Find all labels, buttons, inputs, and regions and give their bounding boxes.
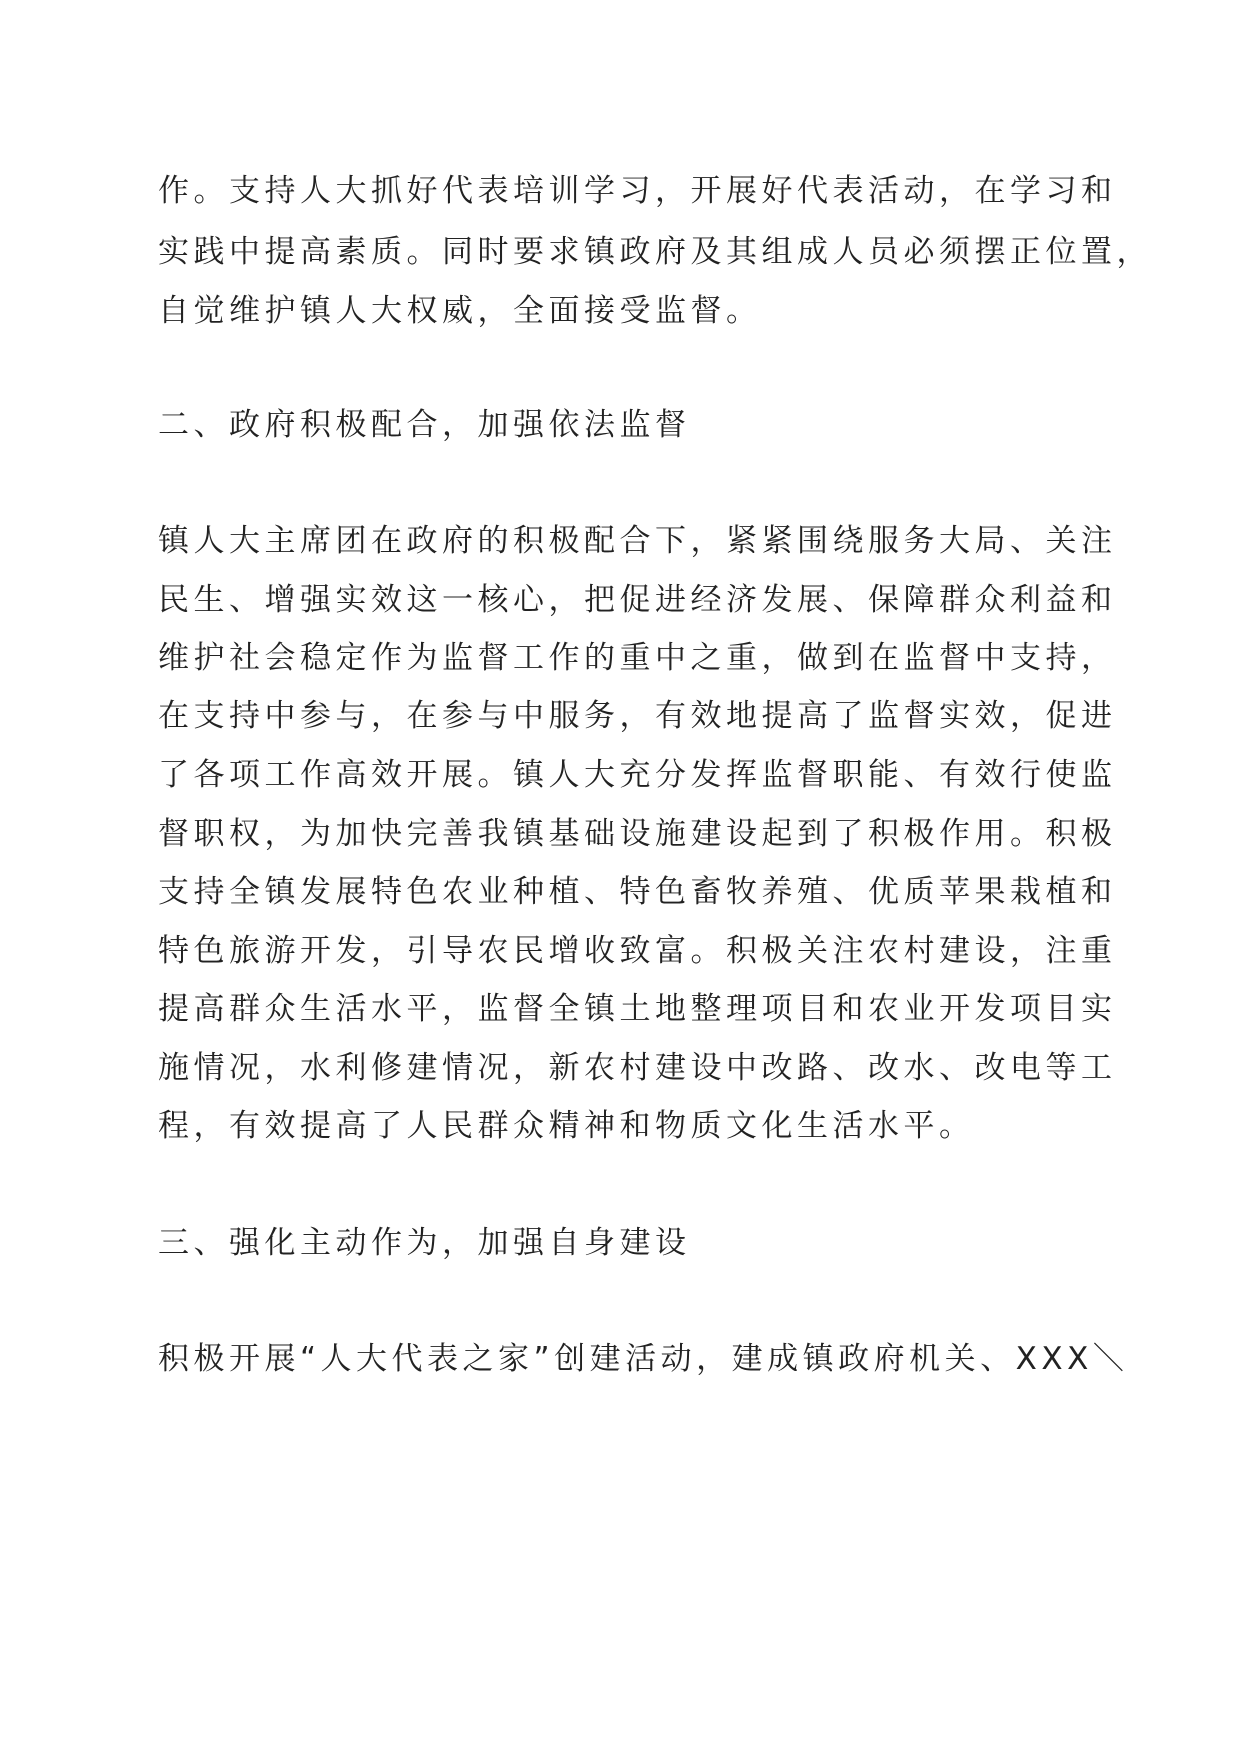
section3-line-1: 积极开展“人大代表之家”创建活动，建成镇政府机关、XXX＼ — [158, 1341, 1129, 1377]
section2-line-5: 了各项工作高效开展。镇人大充分发挥监督职能、有效行使监 — [158, 757, 1117, 793]
section2-line-1: 镇人大主席团在政府的积极配合下，紧紧围绕服务大局、关注 — [158, 523, 1117, 559]
section-heading-3: 三、强化主动作为，加强自身建设 — [158, 1225, 691, 1261]
section2-line-3: 维护社会稳定作为监督工作的重中之重，做到在监督中支持， — [158, 640, 1117, 676]
section2-line-8: 特色旅游开发，引导农民增收致富。积极关注农村建设，注重 — [158, 933, 1117, 969]
section2-line-4: 在支持中参与，在参与中服务，有效地提高了监督实效，促进 — [158, 698, 1117, 734]
section2-line-6: 督职权，为加快完善我镇基础设施建设起到了积极作用。积极 — [158, 816, 1117, 852]
intro-line-2: 实践中提高素质。同时要求镇政府及其组成人员必须摆正位置， — [158, 234, 1152, 270]
intro-line-3: 自觉维护镇人大权威，全面接受监督。 — [158, 293, 762, 329]
section-heading-2: 二、政府积极配合，加强依法监督 — [158, 407, 691, 443]
section2-line-2: 民生、增强实效这一核心，把促进经济发展、保障群众利益和 — [158, 582, 1117, 618]
section2-line-9: 提高群众生活水平，监督全镇土地整理项目和农业开发项目实 — [158, 991, 1117, 1027]
section2-line-10: 施情况，水利修建情况，新农村建设中改路、改水、改电等工 — [158, 1050, 1117, 1086]
section2-line-11: 程，有效提高了人民群众精神和物质文化生活水平。 — [158, 1108, 975, 1144]
section2-line-7: 支持全镇发展特色农业种植、特色畜牧养殖、优质苹果栽植和 — [158, 874, 1117, 910]
intro-line-1: 作。支持人大抓好代表培训学习，开展好代表活动，在学习和 — [158, 173, 1117, 209]
